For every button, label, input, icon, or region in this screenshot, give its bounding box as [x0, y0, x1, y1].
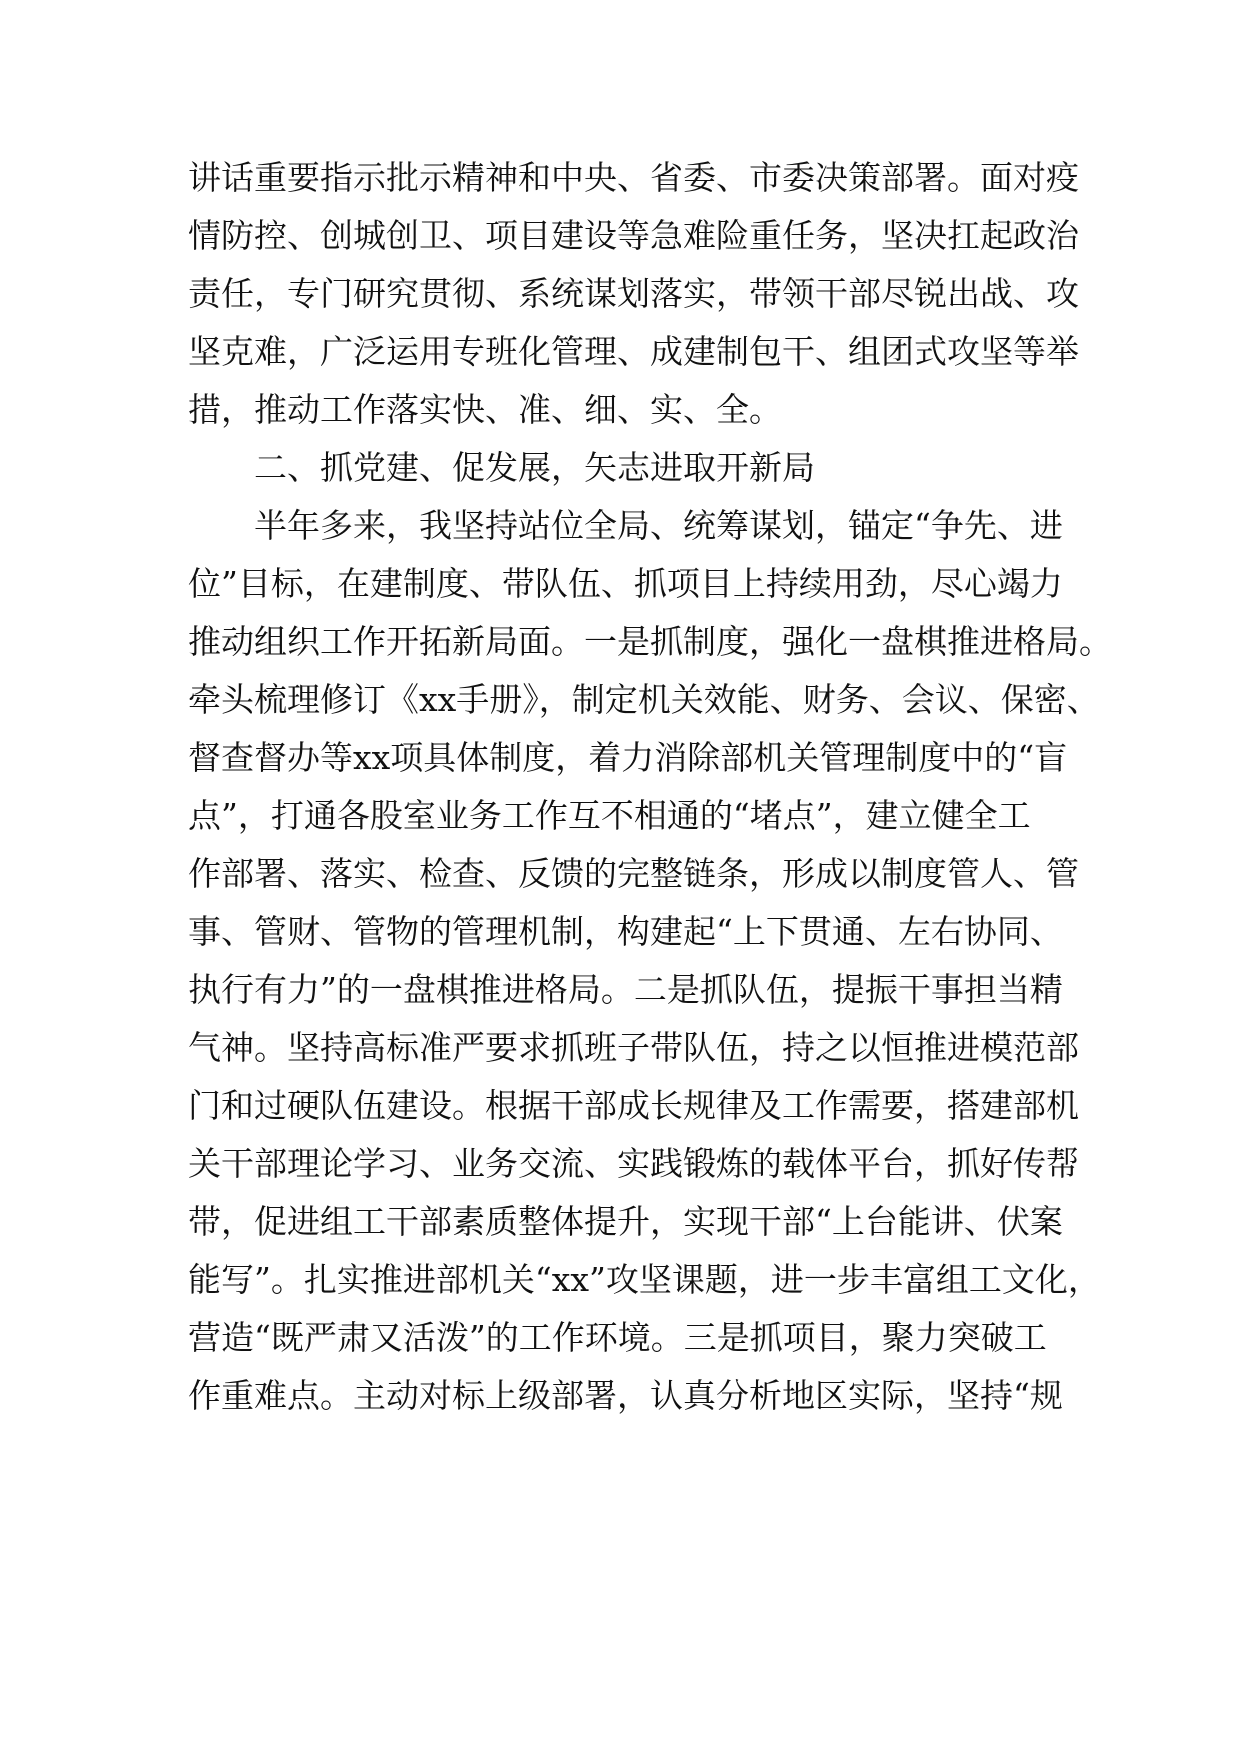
text-line: 能写”。扎实推进部机关“xx”攻坚课题，进一步丰富组工文化，	[188, 1260, 1101, 1299]
text-line: 事、管财、管物的管理机制，构建起“上下贯通、左右协同、	[188, 912, 1063, 951]
text-line: 位”目标，在建制度、带队伍、抓项目上持续用劲，尽心竭力	[188, 564, 1063, 603]
text-line: 作部署、落实、检查、反馈的完整链条，形成以制度管人、管	[188, 854, 1079, 893]
text-line: 执行有力”的一盘棋推进格局。二是抓队伍，提振干事担当精	[188, 970, 1063, 1009]
text-line: 措，推动工作落实快、准、细、实、全。	[188, 390, 782, 429]
section-heading: 二、抓党建、促发展，矢志进取开新局	[254, 448, 815, 487]
text-line: 气神。坚持高标准严要求抓班子带队伍，持之以恒推进模范部	[188, 1028, 1079, 1067]
text-line: 牵头梳理修订《xx手册》，制定机关效能、财务、会议、保密、	[188, 680, 1100, 719]
text-line: 作重难点。主动对标上级部署，认真分析地区实际，坚持“规	[188, 1376, 1063, 1415]
text-line: 半年多来，我坚持站位全局、统筹谋划，锚定“争先、进	[254, 506, 1063, 545]
text-line: 营造“既严肃又活泼”的工作环境。三是抓项目，聚力突破工	[188, 1318, 1047, 1357]
text-line: 关干部理论学习、业务交流、实践锻炼的载体平台，抓好传帮	[188, 1144, 1079, 1183]
text-line: 督查督办等xx项具体制度，着力消除部机关管理制度中的“盲	[188, 738, 1068, 777]
text-line: 讲话重要指示批示精神和中央、省委、市委决策部署。面对疫	[188, 158, 1079, 197]
text-line: 带，促进组工干部素质整体提升，实现干部“上台能讲、伏案	[188, 1202, 1063, 1241]
text-line: 门和过硬队伍建设。根据干部成长规律及工作需要，搭建部机	[188, 1086, 1079, 1125]
text-line: 情防控、创城创卫、项目建设等急难险重任务，坚决扛起政治	[188, 216, 1079, 255]
text-line: 点”，打通各股室业务工作互不相通的“堵点”，建立健全工	[188, 796, 1031, 835]
text-line: 坚克难，广泛运用专班化管理、成建制包干、组团式攻坚等举	[188, 332, 1079, 371]
text-line: 责任，专门研究贯彻、系统谋划落实，带领干部尽锐出战、攻	[188, 274, 1079, 313]
text-line: 推动组织工作开拓新局面。一是抓制度，强化一盘棋推进格局。	[188, 622, 1112, 661]
